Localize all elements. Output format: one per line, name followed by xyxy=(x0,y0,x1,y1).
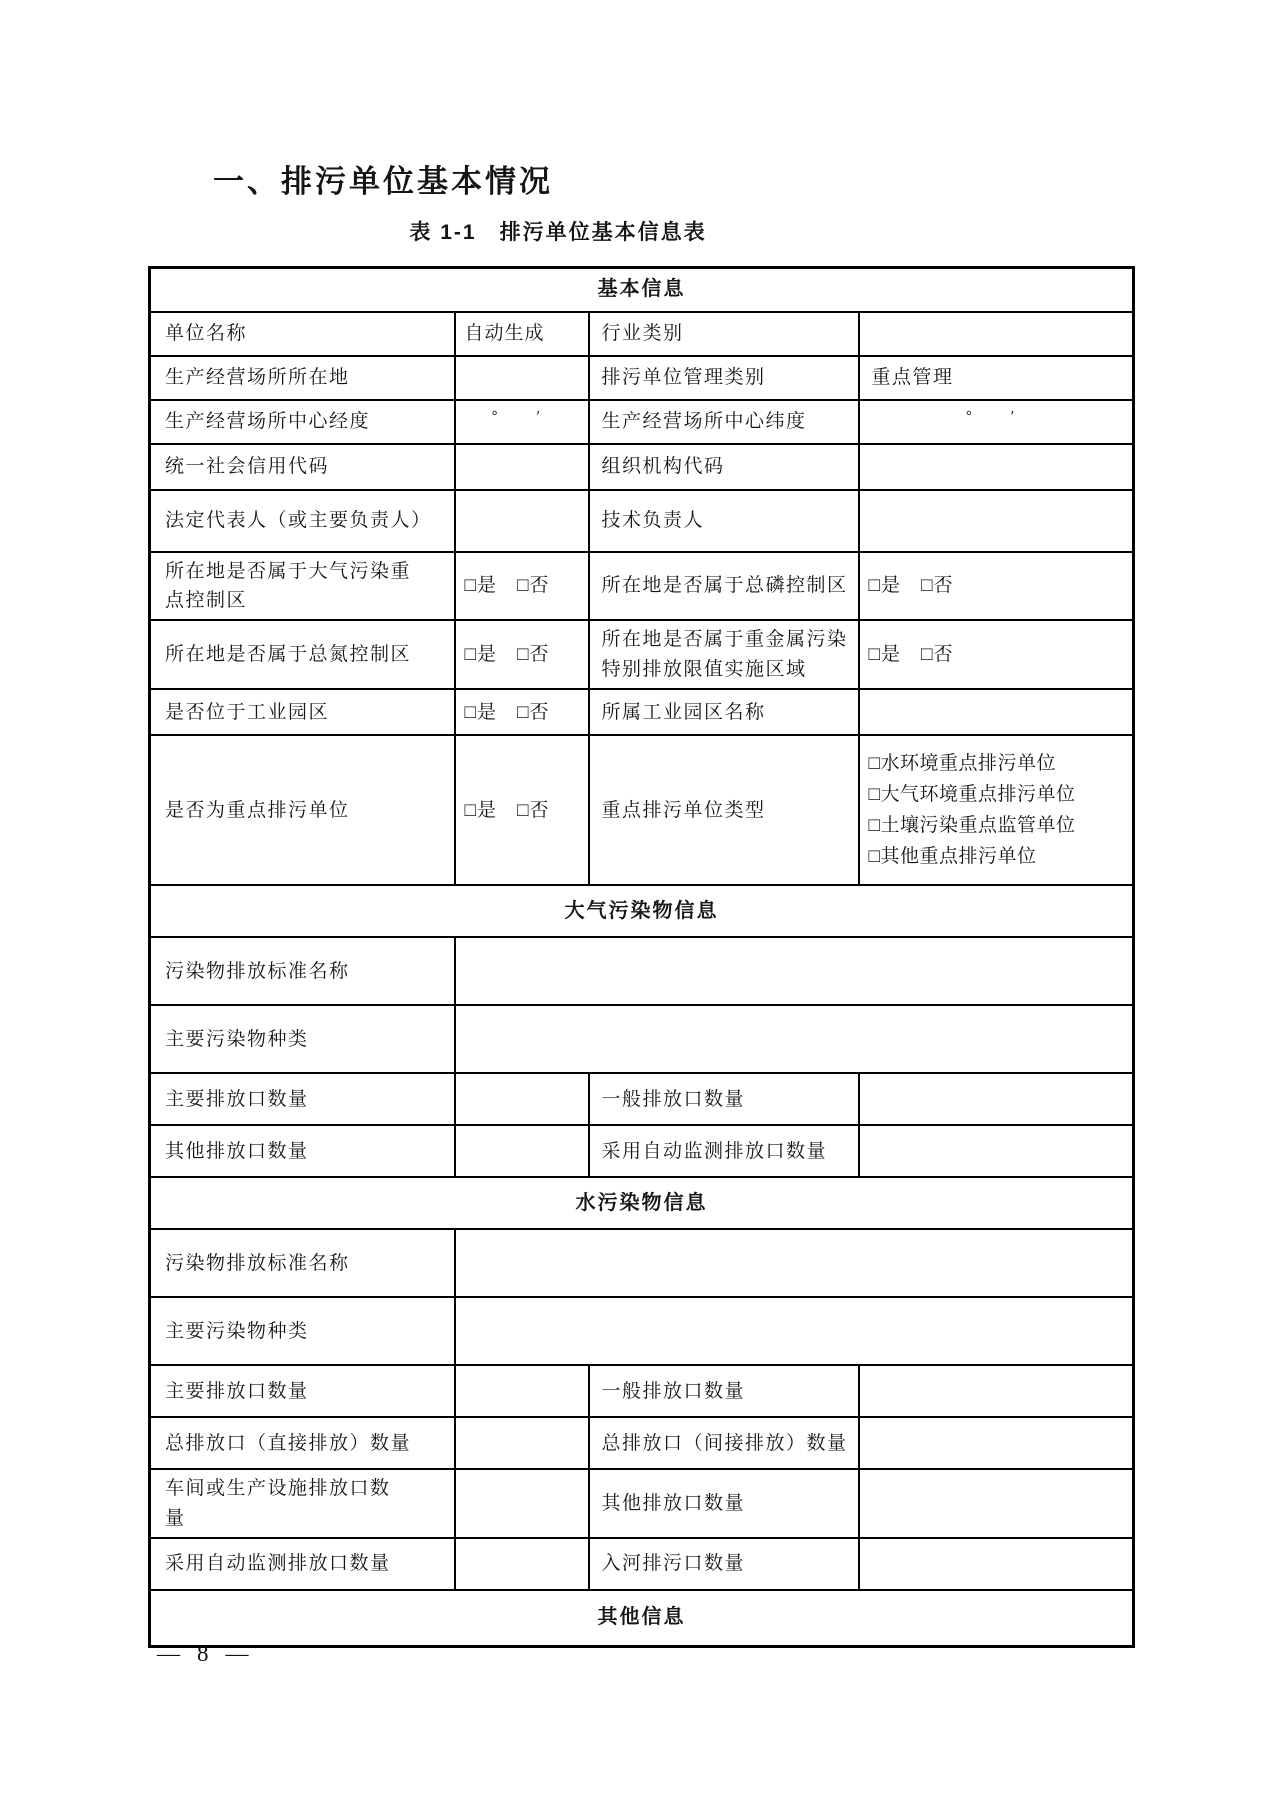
water-river-outlet-value-cell xyxy=(859,1538,1134,1590)
option-water-env-key-unit: □水环境重点排污单位 xyxy=(868,753,1056,775)
industrial-park-label: 是否位于工业园区 xyxy=(150,689,455,735)
air-pollutant-type-value-cell xyxy=(455,1005,1134,1073)
water-standard-value-cell xyxy=(455,1229,1134,1297)
key-unit-type-options xyxy=(859,735,1134,885)
table-caption: 表 1-1 排污单位基本信息表 xyxy=(409,221,707,244)
row-water-auto-monitor-outlets xyxy=(150,1538,1134,1590)
row-codes xyxy=(150,444,1134,490)
row-nitrogen-zone xyxy=(150,620,1134,689)
latitude-degree-marks: ° ′ xyxy=(965,407,1026,425)
row-coordinates xyxy=(150,400,1134,444)
air-other-outlet-label: 其他排放口数量 xyxy=(150,1125,455,1177)
air-main-outlet-value-cell xyxy=(455,1073,589,1125)
park-name-value-cell xyxy=(859,689,1134,735)
legal-rep-value-cell xyxy=(455,490,589,552)
section-title-air: 大气污染物信息 xyxy=(150,885,1134,937)
row-air-pollutant-types xyxy=(150,1005,1134,1073)
location-value-cell xyxy=(455,356,589,400)
industry-label: 行业类别 xyxy=(589,312,859,356)
air-auto-monitor-outlet-label: 采用自动监测排放口数量 xyxy=(589,1125,859,1177)
footer-right-dash: — xyxy=(225,1641,249,1666)
footer-page-number: 8 xyxy=(197,1641,209,1666)
longitude-degree-marks: ° ′ xyxy=(491,407,552,425)
key-unit-yes-no-checkboxes: □是 □否 xyxy=(455,735,589,885)
row-water-workshop-outlets xyxy=(150,1469,1134,1538)
option-air-env-key-unit: □大气环境重点排污单位 xyxy=(868,784,1076,806)
mgmt-category-label: 排污单位管理类别 xyxy=(589,356,859,400)
water-pollutant-type-value-cell xyxy=(455,1297,1134,1365)
longitude-value-cell xyxy=(455,400,589,444)
water-general-outlet-value-cell xyxy=(859,1365,1134,1417)
section-other-info xyxy=(150,1590,1134,1646)
air-general-outlet-value-cell xyxy=(859,1073,1134,1125)
section-air-pollutant-info xyxy=(150,885,1134,937)
water-workshop-outlet-label: 车间或生产设施排放口数量 xyxy=(150,1469,455,1538)
key-unit-label: 是否为重点排污单位 xyxy=(150,735,455,885)
legal-rep-label: 法定代表人（或主要负责人） xyxy=(150,490,455,552)
air-key-zone-yes-no-checkboxes: □是 □否 xyxy=(455,552,589,621)
water-other-outlet-label: 其他排放口数量 xyxy=(589,1469,859,1538)
water-auto-monitor-outlet-value-cell xyxy=(455,1538,589,1590)
air-other-outlet-value-cell xyxy=(455,1125,589,1177)
row-air-control-zone xyxy=(150,552,1134,621)
option-other-key-unit: □其他重点排污单位 xyxy=(868,846,1037,868)
heavy-metal-zone-yes-no-checkboxes: □是 □否 xyxy=(859,620,1134,689)
row-water-pollutant-types xyxy=(150,1297,1134,1365)
heavy-metal-zone-label: 所在地是否属于重金属污染特别排放限值实施区域 xyxy=(589,620,859,689)
nitrogen-zone-label: 所在地是否属于总氮控制区 xyxy=(150,620,455,689)
phosphorus-zone-yes-no-checkboxes: □是 □否 xyxy=(859,552,1134,621)
option-soil-key-unit: □土壤污染重点监管单位 xyxy=(868,815,1076,837)
row-industrial-park xyxy=(150,689,1134,735)
water-general-outlet-label: 一般排放口数量 xyxy=(589,1365,859,1417)
park-name-label: 所属工业园区名称 xyxy=(589,689,859,735)
credit-code-label: 统一社会信用代码 xyxy=(150,444,455,490)
industrial-park-yes-no-checkboxes: □是 □否 xyxy=(455,689,589,735)
air-standard-value-cell xyxy=(455,937,1134,1005)
tech-lead-label: 技术负责人 xyxy=(589,490,859,552)
page-title: 一、排污单位基本情况 xyxy=(213,164,553,199)
air-general-outlet-label: 一般排放口数量 xyxy=(589,1073,859,1125)
basic-info-table xyxy=(148,266,1135,1648)
phosphorus-zone-label: 所在地是否属于总磷控制区 xyxy=(589,552,859,621)
org-code-value-cell xyxy=(859,444,1134,490)
tech-lead-value-cell xyxy=(859,490,1134,552)
row-air-other-outlets xyxy=(150,1125,1134,1177)
row-air-main-outlets xyxy=(150,1073,1134,1125)
water-direct-total-label: 总排放口（直接排放）数量 xyxy=(150,1417,455,1469)
industry-value-cell xyxy=(859,312,1134,356)
row-water-main-outlets xyxy=(150,1365,1134,1417)
nitrogen-zone-yes-no-checkboxes: □是 □否 xyxy=(455,620,589,689)
air-pollutant-type-label: 主要污染物种类 xyxy=(150,1005,455,1073)
footer-left-dash: — xyxy=(157,1641,180,1666)
mgmt-category-value: 重点管理 xyxy=(859,356,1134,400)
air-auto-monitor-outlet-value-cell xyxy=(859,1125,1134,1177)
row-unit-name xyxy=(150,312,1134,356)
row-air-standard xyxy=(150,937,1134,1005)
section-water-pollutant-info xyxy=(150,1177,1134,1229)
section-title-basic: 基本信息 xyxy=(150,268,1134,312)
row-water-standard xyxy=(150,1229,1134,1297)
longitude-label: 生产经营场所中心经度 xyxy=(150,400,455,444)
water-pollutant-type-label: 主要污染物种类 xyxy=(150,1297,455,1365)
water-auto-monitor-outlet-label: 采用自动监测排放口数量 xyxy=(150,1538,455,1590)
section-title-water: 水污染物信息 xyxy=(150,1177,1134,1229)
row-representatives xyxy=(150,490,1134,552)
water-workshop-outlet-value-cell xyxy=(455,1469,589,1538)
water-main-outlet-value-cell xyxy=(455,1365,589,1417)
row-location xyxy=(150,356,1134,400)
credit-code-value-cell xyxy=(455,444,589,490)
row-key-pollutant-unit xyxy=(150,735,1134,885)
unit-name-value: 自动生成 xyxy=(455,312,589,356)
section-basic-info xyxy=(150,268,1134,312)
key-unit-type-label: 重点排污单位类型 xyxy=(589,735,859,885)
water-indirect-total-value-cell xyxy=(859,1417,1134,1469)
water-main-outlet-label: 主要排放口数量 xyxy=(150,1365,455,1417)
org-code-label: 组织机构代码 xyxy=(589,444,859,490)
air-standard-label: 污染物排放标准名称 xyxy=(150,937,455,1005)
row-water-total-outlets xyxy=(150,1417,1134,1469)
unit-name-label: 单位名称 xyxy=(150,312,455,356)
water-indirect-total-label: 总排放口（间接排放）数量 xyxy=(589,1417,859,1469)
water-other-outlet-value-cell xyxy=(859,1469,1134,1538)
latitude-value-cell xyxy=(859,400,1134,444)
water-standard-label: 污染物排放标准名称 xyxy=(150,1229,455,1297)
page-footer xyxy=(157,1641,249,1667)
latitude-label: 生产经营场所中心纬度 xyxy=(589,400,859,444)
air-key-zone-label: 所在地是否属于大气污染重点控制区 xyxy=(150,552,455,621)
section-title-other: 其他信息 xyxy=(150,1590,1134,1646)
water-direct-total-value-cell xyxy=(455,1417,589,1469)
location-label: 生产经营场所所在地 xyxy=(150,356,455,400)
air-main-outlet-label: 主要排放口数量 xyxy=(150,1073,455,1125)
water-river-outlet-label: 入河排污口数量 xyxy=(589,1538,859,1590)
